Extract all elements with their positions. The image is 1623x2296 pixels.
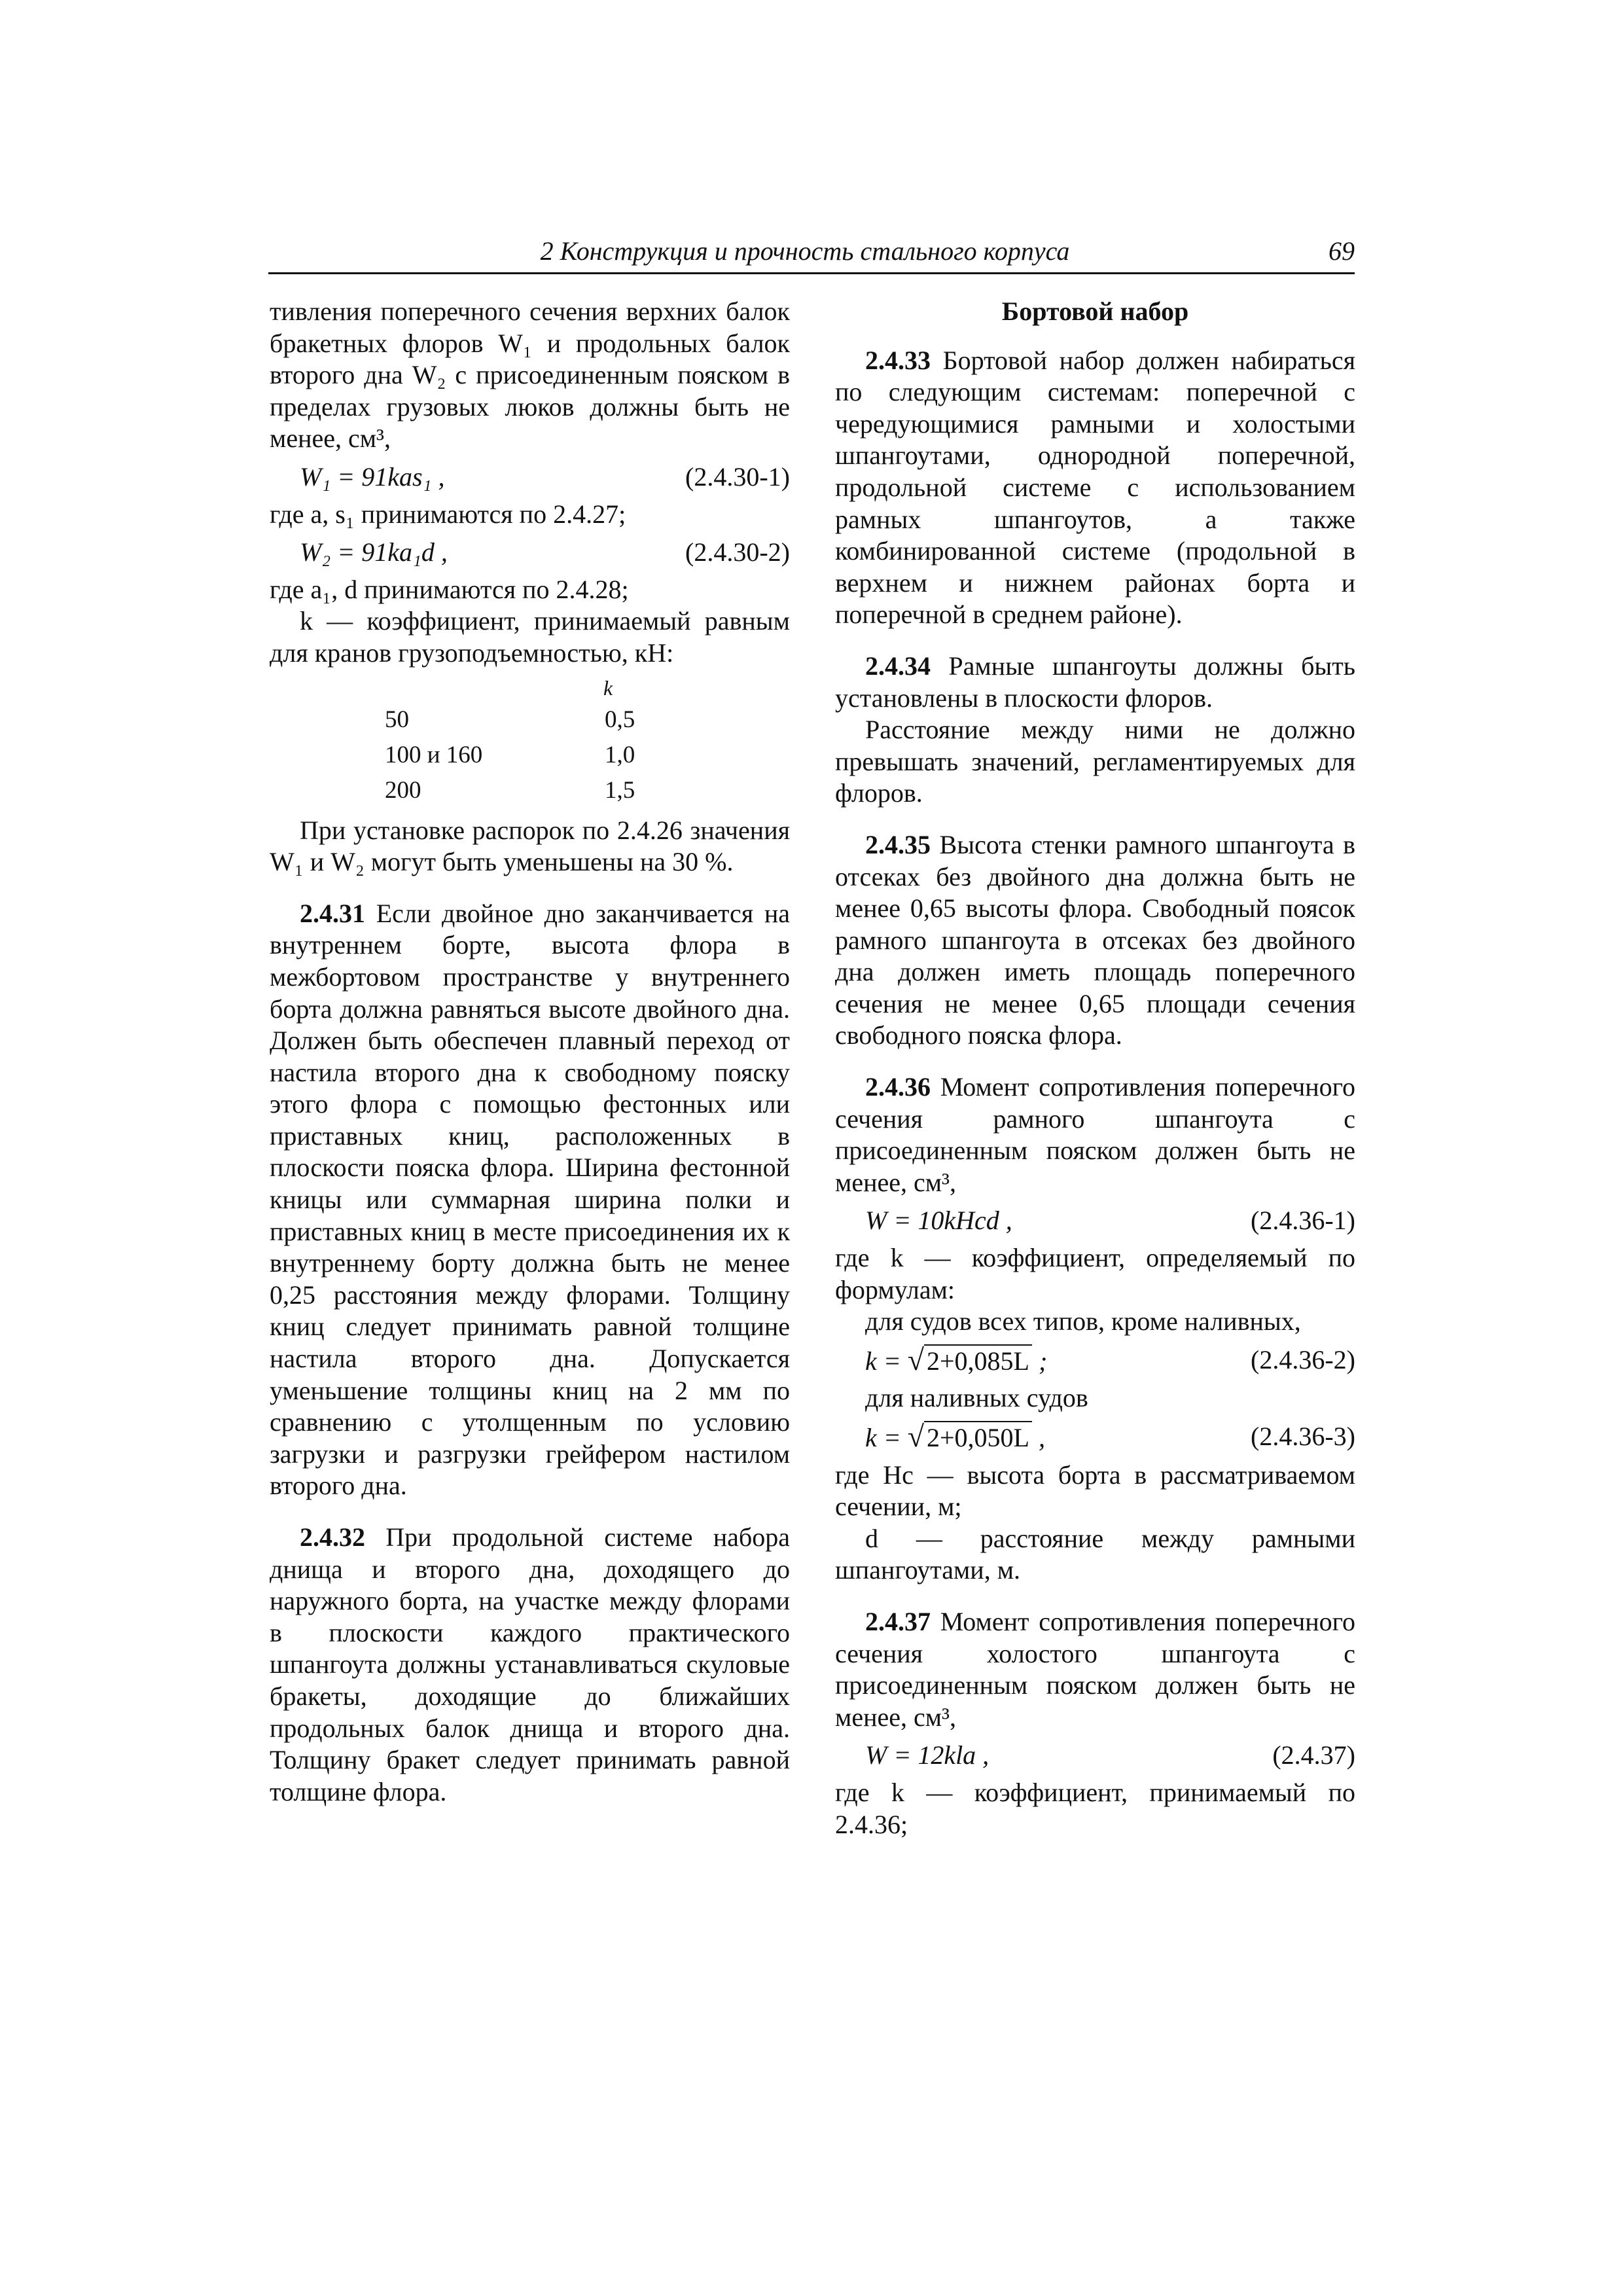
- table-cell-k: 1,5: [605, 776, 635, 804]
- paragraph: для наливных судов: [865, 1383, 1088, 1413]
- formula-lhs: k =: [865, 1423, 901, 1452]
- formula-2-4-36-2: [835, 1344, 1355, 1378]
- clause-text: Высота стенки рамного шпангоута в отсеках без двойного дна должна быть не менее 0,65 высоты флора. Свободный поясок рамного шпангоута в отсеках без двойного дна должен иметь площадь поперечного сечения не менее 0,65 площади сечения свободного пояска флора.: [835, 829, 1356, 1050]
- formula-expression: [835, 1421, 1045, 1454]
- formula-number: (2.4.30-2): [685, 537, 790, 567]
- right-column: [835, 296, 1355, 1840]
- paragraph: где k — коэффициент, принимаемый по 2.4.36;: [835, 1777, 1355, 1839]
- formula-tail: ;: [1039, 1346, 1048, 1376]
- coefficient-table: [270, 673, 790, 808]
- formula-number: (2.4.36-3): [1251, 1422, 1355, 1451]
- formula-lhs: k =: [865, 1346, 901, 1376]
- section-title: Бортовой набор: [1001, 296, 1189, 326]
- header-title: 2 Конструкция и прочность стального корпуса: [540, 236, 1070, 266]
- paragraph: где k — коэффициент, определяемый по формулам:: [835, 1243, 1355, 1304]
- clause-2-4-36: [835, 1071, 1355, 1198]
- sqrt-symbol: √: [907, 1420, 924, 1453]
- formula-number: (2.4.36-1): [1251, 1206, 1355, 1236]
- clause-text: Момент сопротивления поперечного сечения рамного шпангоута с присоединенным пояском должен быть не менее, см³,: [835, 1072, 1356, 1197]
- clause-2-4-35: [835, 829, 1355, 1052]
- table-header-k: k: [603, 675, 613, 700]
- header-rule: [268, 272, 1355, 274]
- table-row: [270, 702, 790, 738]
- formula-2-4-37: [835, 1740, 1355, 1772]
- sqrt-symbol: √: [907, 1342, 924, 1376]
- formula-expression: [835, 1344, 1047, 1378]
- formula-number: (2.4.36-2): [1251, 1344, 1355, 1374]
- clause-2-4-31: [270, 898, 790, 1502]
- table-row: [270, 738, 790, 773]
- clause-text: Рамные шпангоуты должны быть установлены в плоскости флоров.: [835, 651, 1356, 713]
- formula-number: (2.4.30-1): [685, 461, 790, 492]
- formula-2-4-30-2: [270, 537, 790, 569]
- page-number: 69: [1329, 236, 1355, 266]
- formula-2-4-36-3: [835, 1421, 1355, 1454]
- table-row: [270, 773, 790, 808]
- clause-number: 2.4.35: [865, 829, 931, 859]
- clause-2-4-33: [835, 345, 1355, 631]
- paragraph: k — коэффициент, принимаемый равным для кранов грузоподъемностью, кН:: [270, 606, 790, 668]
- formula-expression: W = 12kla ,: [865, 1740, 990, 1770]
- clause-number: 2.4.32: [300, 1522, 365, 1552]
- formula-radicand: 2+0,085L: [924, 1344, 1032, 1378]
- formula-radicand: 2+0,050L: [924, 1421, 1032, 1454]
- paragraph: для судов всех типов, кроме наливных,: [865, 1306, 1301, 1336]
- clause-number: 2.4.33: [865, 345, 931, 375]
- paragraph: где a, s₁ принимаются по 2.4.27;: [270, 499, 626, 529]
- paragraph: d — расстояние между рамными шпангоутами, м.: [835, 1523, 1355, 1585]
- formula-number: (2.4.37): [1272, 1740, 1355, 1770]
- formula-expression: W = 10kHсd ,: [865, 1206, 1012, 1236]
- formula-2-4-30-1: [270, 461, 790, 493]
- table-cell-k: 1,0: [605, 741, 635, 768]
- paragraph: где Hс — высота борта в рассматриваемом сечении, м;: [835, 1460, 1355, 1522]
- table-cell-load: 200: [385, 776, 421, 804]
- running-header: [268, 236, 1355, 275]
- clause-number: 2.4.34: [865, 651, 931, 681]
- table-cell-load: 100 и 160: [385, 741, 483, 768]
- clause-number: 2.4.36: [865, 1072, 931, 1102]
- clause-text: Если двойное дно заканчивается на внутреннем борте, высота флора в межбортовом пространстве у внутреннего борта должна равняться высоте двойного дна. Должен быть обеспечен плавный переход от настила второго дна к свободному пояску этого флора с помощью фестонных или приставных книц, расположенных в плоскости пояска флора. Ширина фестонной кницы или суммарная ширина полки и приставных книц в месте присоединения их к внутреннему борту должна быть не менее 0,25 расстояния между флорами. Толщину книц следует принимать равной толщине настила второго дна. Допускается уменьшение толщины книц на 2 мм по сравнению с утолщенным по условию загрузки и разгрузки грейфером настилом второго дна.: [270, 898, 791, 1501]
- table-cell-k: 0,5: [605, 706, 635, 733]
- formula-2-4-36-1: [835, 1205, 1355, 1237]
- clause-number: 2.4.37: [865, 1606, 931, 1636]
- clause-text: При продольной системе набора днища и второго дна, доходящего до наружного борта, на участке между флорами в плоскости каждого практического шпангоута должны устанавливаться скуловые бракеты, доходящие до ближайших продольных балок днища и второго дна. Толщину бракет следует принимать равной толщине флора.: [270, 1522, 790, 1806]
- clause-number: 2.4.31: [300, 898, 365, 928]
- formula-expression: W₁ = 91kas₁ ,: [300, 461, 445, 492]
- table-cell-load: 50: [385, 706, 409, 733]
- clause-2-4-34: [835, 651, 1355, 714]
- clause-2-4-37: [835, 1606, 1355, 1733]
- formula-tail: ,: [1039, 1423, 1045, 1452]
- clause-text: Момент сопротивления поперечного сечения холостого шпангоута с присоединенным пояском должен быть не менее, см³,: [835, 1606, 1356, 1732]
- clause-text: Бортовой набор должен набираться по следующим системам: поперечной с чередующимися рамными и холостыми шпангоутами, однородной поперечной, продольной системе с использованием рамных шпангоутов, а также комбинированной системе (продольной в верхнем и нижнем районах борта и поперечной в среднем районе).: [835, 345, 1355, 630]
- paragraph: тивления поперечного сечения верхних балок бракетных флоров W₁ и продольных балок второго дна W₂ с присоединенным пояском в пределах грузовых люков должны быть не менее, см³,: [270, 296, 790, 454]
- formula-expression: W₂ = 91ka₁d ,: [300, 537, 448, 567]
- left-column: [270, 296, 790, 1808]
- paragraph: Расстояние между ними не должно превышать значений, регламентируемых для флоров.: [835, 715, 1355, 808]
- paragraph: где a₁, d принимаются по 2.4.28;: [270, 574, 629, 604]
- clause-2-4-32: [270, 1522, 790, 1808]
- paragraph: При установке распорок по 2.4.26 значения W₁ и W₂ могут быть уменьшены на 30 %.: [270, 815, 790, 877]
